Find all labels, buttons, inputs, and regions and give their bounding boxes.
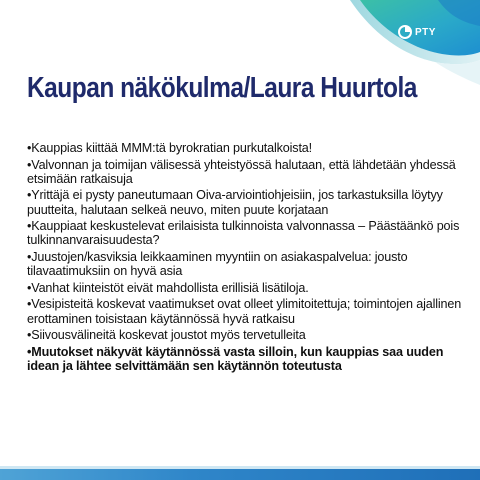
- bullet-marker: •: [27, 141, 32, 155]
- bullet-marker: •: [27, 157, 32, 172]
- bullet-marker: •: [27, 328, 32, 343]
- bullet-item: [27, 141, 467, 155]
- bullet-item: [27, 250, 467, 278]
- bullet-item: [27, 158, 467, 186]
- bullet-text: Valvonnan ja toimijan välisessä yhteistyössä halutaan, että lähdetään yhdessä etsimään ratkaisuja: [27, 157, 456, 186]
- footer-bar: [0, 469, 480, 480]
- pty-logo-mark-icon: [398, 25, 412, 39]
- slide-title: Kaupan näkökulma/Laura Huurtola: [27, 72, 417, 104]
- bullet-text: Siivousvälineitä koskevat joustot myös tervetulleita: [31, 328, 306, 343]
- bullet-text: Kauppiaat keskustelevat erilaisista tulkinnoista valvonnassa – Päästäänkö pois tulkinnanvaraisuudesta?: [27, 219, 460, 248]
- pty-logo: [398, 22, 436, 42]
- bullet-marker: •: [27, 249, 32, 264]
- bullet-marker: •: [27, 297, 32, 312]
- bullet-text: Vanhat kiinteistöt eivät mahdollista erillisiä lisätiloja.: [31, 280, 309, 295]
- bullet-text: Kauppias kiittää MMM:tä byrokratian purkutalkoista!: [31, 141, 312, 155]
- bullet-item: [27, 345, 467, 373]
- bullet-text: Vesipisteitä koskevat vaatimukset ovat olleet ylimitoitettuja; toimintojen ajallinen erottaminen toisistaan käytännössä hyvä ratkaisu: [27, 297, 462, 326]
- bullet-marker: •: [27, 280, 32, 295]
- bullet-item: [27, 297, 467, 325]
- bullet-marker: •: [27, 219, 32, 234]
- bullet-item: [27, 219, 467, 247]
- bullet-marker: •: [27, 188, 32, 203]
- bullet-list: [27, 141, 467, 376]
- bullet-item: [27, 328, 467, 342]
- bullet-text: Juustojen/kasviksia leikkaaminen myyntiin on asiakaspalvelua: jousto tilavaatimuksiin on hyvä asia: [27, 249, 408, 279]
- pty-logo-text: PTY: [415, 26, 436, 38]
- bullet-item: [27, 188, 467, 216]
- bullet-item: [27, 281, 467, 295]
- bullet-text: Yrittäjä ei pysty paneutumaan Oiva-arviointiohjeisiin, jos tarkastuksilla löytyy puutteita, halutaan selkeä neuvo, miten puute korjataan: [27, 188, 443, 217]
- bullet-text: Muutokset näkyvät käytännössä vasta silloin, kun kauppias saa uuden idean ja lähtee selvittämään sen käytännön toteutusta: [27, 344, 444, 373]
- bullet-marker: •: [27, 344, 32, 359]
